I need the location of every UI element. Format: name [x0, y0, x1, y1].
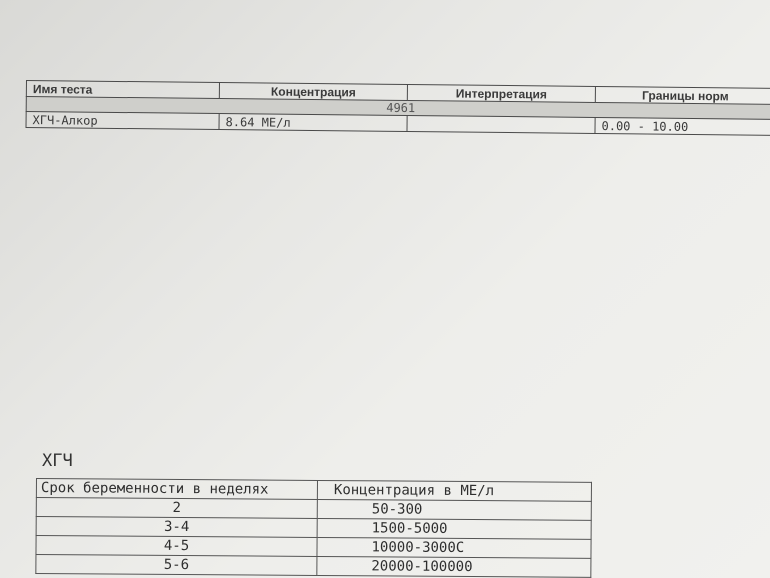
result-concentration: 8.64 МЕ/л — [219, 114, 407, 132]
results-table — [25, 80, 770, 136]
header-hcg-concentration: Концентрация в МЕ/л — [317, 480, 591, 501]
reference-table — [35, 478, 592, 578]
reference-concentration: 20000-100000 — [317, 556, 591, 577]
result-reference-range: 0.00 - 10.00 — [595, 117, 770, 135]
reference-weeks: 3-4 — [36, 517, 317, 538]
header-interpretation: Интерпретация — [407, 84, 595, 102]
result-interpretation — [407, 115, 595, 133]
reference-concentration: 10000-3000C — [317, 537, 591, 558]
reference-concentration: 50-300 — [317, 499, 591, 520]
reference-weeks: 2 — [36, 498, 317, 519]
header-test-name: Имя теста — [26, 81, 219, 99]
reference-concentration: 1500-5000 — [317, 518, 591, 539]
reference-weeks: 4-5 — [36, 536, 317, 557]
reference-title: ХГЧ — [42, 451, 73, 471]
reference-row — [36, 555, 591, 578]
header-reference-range: Границы норм — [595, 86, 770, 104]
result-test-name: ХГЧ-Алкор — [26, 112, 219, 130]
reference-weeks: 5-6 — [36, 555, 317, 576]
sample-id: 4961 — [26, 97, 770, 120]
header-weeks: Срок беременности в неделях — [36, 479, 317, 500]
header-concentration: Концентрация — [219, 83, 407, 101]
